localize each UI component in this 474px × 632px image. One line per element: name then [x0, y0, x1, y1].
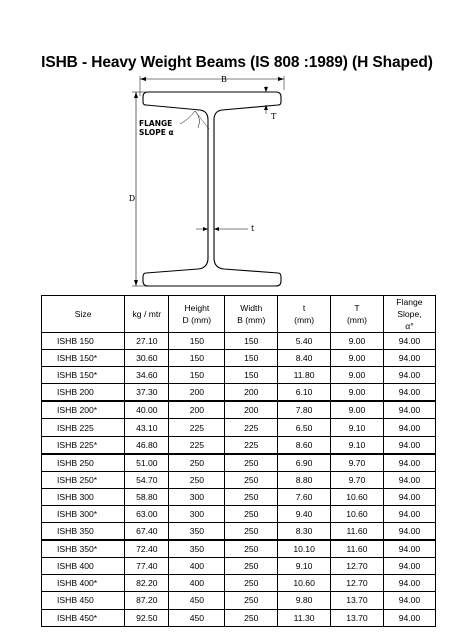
table-row — [42, 523, 436, 541]
cell-web-thickness: 9.10 — [278, 558, 331, 575]
cell-flange-slope: 94.00 — [383, 575, 435, 592]
cell-flange-thickness: 9.70 — [331, 454, 384, 472]
cell-flange-slope: 94.00 — [383, 454, 435, 472]
cell-width: 250 — [225, 575, 278, 592]
cell-flange-slope: 94.00 — [383, 333, 435, 350]
table-row — [42, 419, 436, 436]
cell-web-thickness: 7.80 — [278, 401, 331, 419]
page-title: ISHB - Heavy Weight Beams (IS 808 :1989) (H Shaped) — [41, 54, 433, 71]
cell-width: 250 — [225, 540, 278, 558]
cell-kg: 27.10 — [125, 333, 169, 350]
cell-width: 250 — [225, 454, 278, 472]
cell-flange-slope: 94.00 — [383, 471, 435, 488]
cell-flange-slope: 94.00 — [383, 592, 435, 609]
cell-flange-thickness: 9.70 — [331, 471, 384, 488]
cell-width: 200 — [225, 384, 278, 402]
cell-flange-thickness: 13.70 — [331, 592, 384, 609]
table-row — [42, 454, 436, 472]
cell-height: 150 — [169, 333, 225, 350]
cell-flange-thickness: 12.70 — [331, 575, 384, 592]
cell-kg: 30.60 — [125, 350, 169, 367]
table-row — [42, 558, 436, 575]
cell-web-thickness: 6.10 — [278, 384, 331, 402]
cell-flange-slope: 94.00 — [383, 609, 435, 626]
cell-flange-thickness: 12.70 — [331, 558, 384, 575]
cell-height: 225 — [169, 436, 225, 454]
cell-web-thickness: 10.10 — [278, 540, 331, 558]
table-row — [42, 367, 436, 384]
table-row — [42, 488, 436, 505]
header-size: Size — [42, 296, 125, 333]
cell-web-thickness: 6.50 — [278, 419, 331, 436]
cell-flange-thickness: 9.10 — [331, 436, 384, 454]
cell-height: 350 — [169, 523, 225, 541]
cell-flange-thickness: 9.10 — [331, 419, 384, 436]
cell-size: ISHB 300 — [42, 488, 125, 505]
cell-web-thickness: 11.30 — [278, 609, 331, 626]
cell-kg: 82.20 — [125, 575, 169, 592]
cell-web-thickness: 8.30 — [278, 523, 331, 541]
cell-web-thickness: 9.80 — [278, 592, 331, 609]
cell-height: 400 — [169, 558, 225, 575]
cell-height: 200 — [169, 384, 225, 402]
cell-width: 250 — [225, 488, 278, 505]
cell-size: ISHB 250 — [42, 454, 125, 472]
cell-kg: 72.40 — [125, 540, 169, 558]
cell-size: ISHB 150* — [42, 350, 125, 367]
table-row — [42, 609, 436, 626]
cell-web-thickness: 11.80 — [278, 367, 331, 384]
cell-flange-slope: 94.00 — [383, 523, 435, 541]
cell-flange-thickness: 9.00 — [331, 333, 384, 350]
table-header-row — [42, 296, 436, 333]
cell-height: 250 — [169, 471, 225, 488]
cell-size: ISHB 250* — [42, 471, 125, 488]
cell-size: ISHB 225 — [42, 419, 125, 436]
cell-flange-slope: 94.00 — [383, 367, 435, 384]
table-row — [42, 401, 436, 419]
cell-kg: 40.00 — [125, 401, 169, 419]
cell-web-thickness: 8.40 — [278, 350, 331, 367]
cell-size: ISHB 200* — [42, 401, 125, 419]
cell-kg: 67.40 — [125, 523, 169, 541]
cell-flange-slope: 94.00 — [383, 436, 435, 454]
cell-kg: 58.80 — [125, 488, 169, 505]
cell-height: 300 — [169, 488, 225, 505]
cell-web-thickness: 10.60 — [278, 575, 331, 592]
label-slope: SLOPE α — [139, 128, 174, 137]
cell-height: 400 — [169, 575, 225, 592]
cell-size: ISHB 450 — [42, 592, 125, 609]
header-web-thickness: t (mm) — [278, 296, 331, 333]
header-kg: kg / mtr — [125, 296, 169, 333]
cell-size: ISHB 225* — [42, 436, 125, 454]
cell-width: 250 — [225, 592, 278, 609]
cell-size: ISHB 200 — [42, 384, 125, 402]
cell-flange-slope: 94.00 — [383, 558, 435, 575]
cell-flange-thickness: 10.60 — [331, 505, 384, 522]
cell-kg: 77.40 — [125, 558, 169, 575]
cell-height: 150 — [169, 367, 225, 384]
header-height: Height D (mm) — [169, 296, 225, 333]
cell-size: ISHB 150* — [42, 367, 125, 384]
cell-kg: 51.00 — [125, 454, 169, 472]
table-row — [42, 384, 436, 402]
cell-flange-thickness: 9.00 — [331, 401, 384, 419]
cell-web-thickness: 5.40 — [278, 333, 331, 350]
cell-width: 250 — [225, 523, 278, 541]
beam-spec-table — [41, 295, 436, 627]
cell-width: 250 — [225, 558, 278, 575]
cell-kg: 54.70 — [125, 471, 169, 488]
cell-width: 150 — [225, 333, 278, 350]
cell-flange-thickness: 9.00 — [331, 367, 384, 384]
table-row — [42, 505, 436, 522]
cell-web-thickness: 8.80 — [278, 471, 331, 488]
cell-kg: 92.50 — [125, 609, 169, 626]
table-row — [42, 436, 436, 454]
cell-width: 225 — [225, 436, 278, 454]
cell-width: 150 — [225, 350, 278, 367]
header-flange-thickness: T (mm) — [331, 296, 384, 333]
cell-size: ISHB 450* — [42, 609, 125, 626]
table-row — [42, 592, 436, 609]
cell-kg: 87.20 — [125, 592, 169, 609]
cell-height: 350 — [169, 540, 225, 558]
table-row — [42, 333, 436, 350]
label-flange: FLANGE — [139, 119, 173, 128]
cell-flange-slope: 94.00 — [383, 350, 435, 367]
cell-web-thickness: 7.60 — [278, 488, 331, 505]
header-flange-slope: Flange Slope, α° — [383, 296, 435, 333]
cell-flange-thickness: 9.00 — [331, 350, 384, 367]
label-b: B — [221, 75, 227, 84]
cell-height: 450 — [169, 609, 225, 626]
beam-cross-section-diagram — [118, 74, 308, 294]
label-d: D — [128, 194, 136, 203]
cell-width: 200 — [225, 401, 278, 419]
cell-web-thickness: 8.60 — [278, 436, 331, 454]
cell-kg: 46.80 — [125, 436, 169, 454]
cell-kg: 43.10 — [125, 419, 169, 436]
cell-flange-thickness: 9.00 — [331, 384, 384, 402]
cell-height: 225 — [169, 419, 225, 436]
cell-size: ISHB 350* — [42, 540, 125, 558]
cell-width: 150 — [225, 367, 278, 384]
cell-width: 250 — [225, 471, 278, 488]
cell-height: 450 — [169, 592, 225, 609]
cell-flange-slope: 94.00 — [383, 384, 435, 402]
cell-flange-thickness: 13.70 — [331, 609, 384, 626]
cell-height: 300 — [169, 505, 225, 522]
cell-height: 200 — [169, 401, 225, 419]
cell-size: ISHB 400 — [42, 558, 125, 575]
cell-height: 150 — [169, 350, 225, 367]
cell-flange-thickness: 10.60 — [331, 488, 384, 505]
table-row — [42, 540, 436, 558]
cell-flange-slope: 94.00 — [383, 488, 435, 505]
cell-kg: 37.30 — [125, 384, 169, 402]
cell-flange-slope: 94.00 — [383, 401, 435, 419]
cell-kg: 34.60 — [125, 367, 169, 384]
cell-flange-slope: 94.00 — [383, 419, 435, 436]
label-small-t: t — [251, 224, 255, 233]
table-row — [42, 350, 436, 367]
cell-flange-thickness: 11.60 — [331, 540, 384, 558]
table-row — [42, 575, 436, 592]
cell-flange-slope: 94.00 — [383, 540, 435, 558]
cell-width: 250 — [225, 609, 278, 626]
header-width: Width B (mm) — [225, 296, 278, 333]
cell-flange-slope: 94.00 — [383, 505, 435, 522]
cell-flange-thickness: 11.60 — [331, 523, 384, 541]
cell-kg: 63.00 — [125, 505, 169, 522]
label-capital-t: T — [271, 112, 277, 121]
cell-size: ISHB 350 — [42, 523, 125, 541]
table-row — [42, 471, 436, 488]
cell-width: 250 — [225, 505, 278, 522]
cell-size: ISHB 150 — [42, 333, 125, 350]
cell-size: ISHB 400* — [42, 575, 125, 592]
cell-web-thickness: 9.40 — [278, 505, 331, 522]
cell-width: 225 — [225, 419, 278, 436]
cell-height: 250 — [169, 454, 225, 472]
cell-web-thickness: 6.90 — [278, 454, 331, 472]
beam-drawing — [118, 74, 308, 294]
cell-size: ISHB 300* — [42, 505, 125, 522]
